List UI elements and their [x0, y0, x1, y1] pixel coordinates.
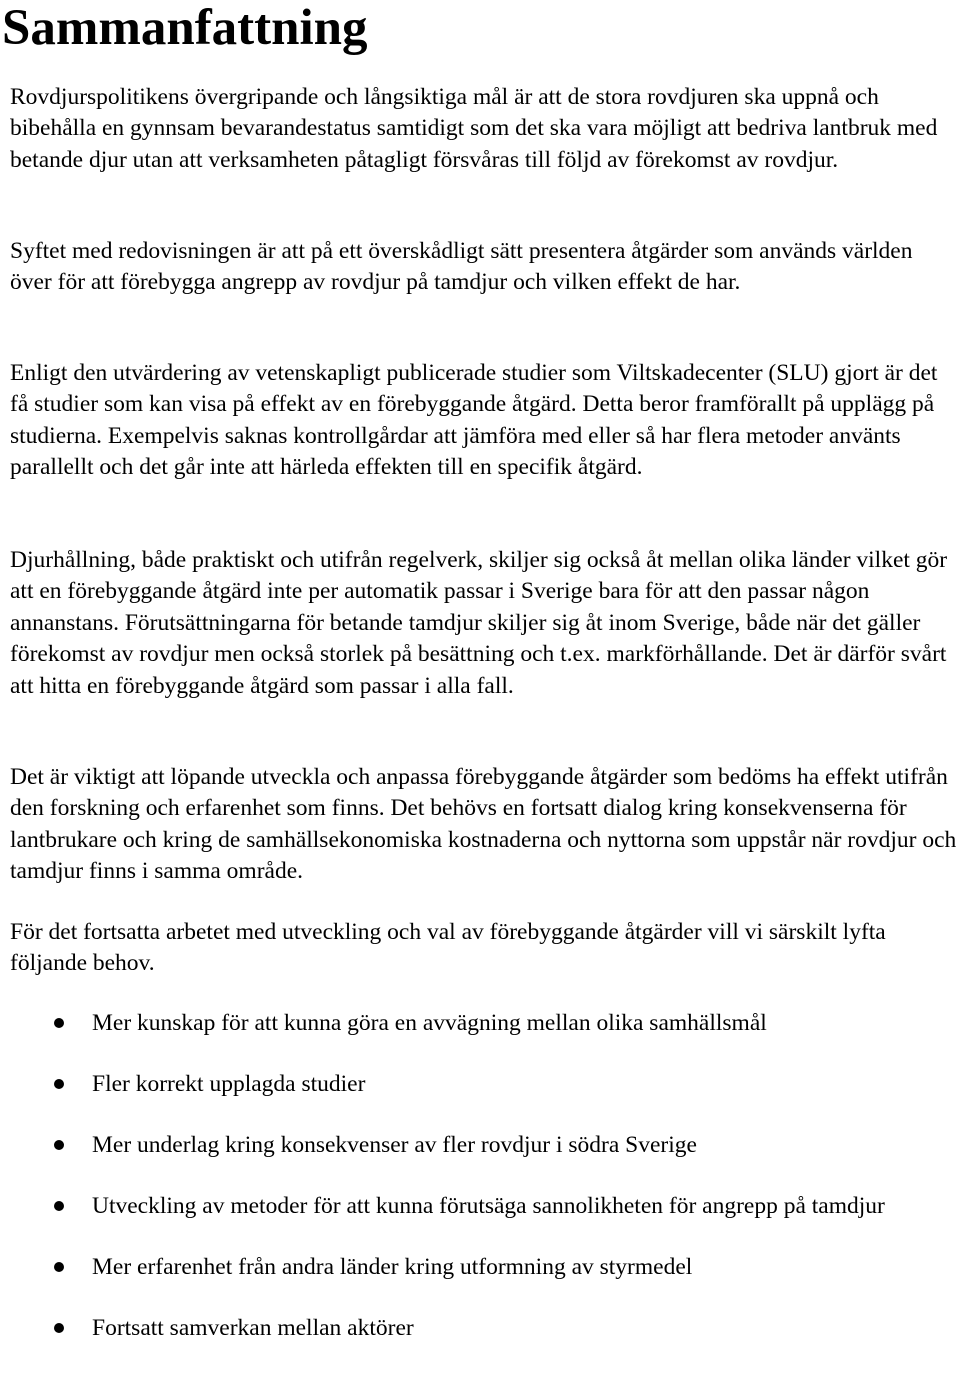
bullet-icon — [54, 1262, 64, 1272]
bullet-icon — [54, 1140, 64, 1150]
list-item — [10, 1008, 958, 1039]
paragraph-needs-intro: För det fortsatta arbetet med utveckling och val av förebyggande åtgärder vill vi särskilt lyfta följande behov. — [10, 919, 886, 977]
paragraph-development: Det är viktigt att löpande utveckla och anpassa förebyggande åtgärder som bedöms ha effekt utifrån den forskning och erfarenhet som finns. Det behövs en fortsatt dialog kring konsekvenserna för lantbrukare och kring de samhällsekonomiska kostnaderna och nyttorna som uppstår när rovdjur och tamdjur finns i samma område. — [10, 764, 957, 885]
list-item — [10, 1313, 958, 1344]
bullet-icon — [54, 1079, 64, 1089]
bullet-icon — [54, 1201, 64, 1211]
paragraph-purpose: Syftet med redovisningen är att på ett överskådligt sätt presentera åtgärder som används världen över för att förebygga angrepp av rovdjur på tamdjur och vilken effekt de har. — [10, 238, 913, 296]
list-item-text: Mer kunskap för att kunna göra en avvägning mellan olika samhällsmål — [92, 1010, 767, 1036]
list-item-text: Utveckling av metoder för att kunna förutsäga sannolikheten för angrepp på tamdjur — [92, 1192, 885, 1219]
list-item — [10, 1191, 958, 1222]
needs-list — [10, 1008, 958, 1373]
document-title: Sammanfattning — [2, 0, 368, 56]
list-item-text: Fler korrekt upplagda studier — [92, 1070, 366, 1097]
bullet-icon — [54, 1323, 64, 1333]
paragraph-husbandry: Djurhållning, både praktiskt och utifrån regelverk, skiljer sig också åt mellan olika länder vilket gör att en förebyggande åtgärd inte per automatik passar i Sverige bara för att den passar någon annanstans. Förutsättningarna för betande tamdjur skiljer sig åt inom Sverige, både när det gäller förekomst av rovdjur men också storlek på besättning och t.ex. markförhållande. Det är därför svårt att hitta en förebyggande åtgärd som passar i alla fall. — [10, 547, 948, 699]
paragraph-evaluation: Enligt den utvärdering av vetenskapligt publicerade studier som Viltskadecenter (SLU) gjort är det få studier som kan visa på effekt av en förebyggande åtgärd. Detta beror framförallt på upplägg på studierna. Exempelvis saknas kontrollgårdar att jämföra med eller så har flera metoder använts parallellt och det går inte att härleda effekten till en specifik åtgärd. — [10, 360, 938, 481]
paragraph-goal: Rovdjurspolitikens övergripande och långsiktiga mål är att de stora rovdjuren ska uppnå och bibehålla en gynnsam bevarandestatus samtidigt som det ska vara möjligt att bedriva lantbruk med betande djur utan att verksamheten påtagligt försvåras till följd av förekomst av rovdjur. — [10, 84, 938, 173]
bullet-icon — [54, 1018, 64, 1028]
document-page — [2, 0, 958, 1341]
list-item-text: Mer erfarenhet från andra länder kring utformning av styrmedel — [92, 1253, 693, 1280]
list-item-text: Mer underlag kring konsekvenser av fler rovdjur i södra Sverige — [92, 1131, 697, 1158]
list-item — [10, 1130, 958, 1161]
list-item-text: Fortsatt samverkan mellan aktörer — [92, 1314, 414, 1341]
list-item — [10, 1069, 958, 1100]
list-item — [10, 1252, 958, 1283]
